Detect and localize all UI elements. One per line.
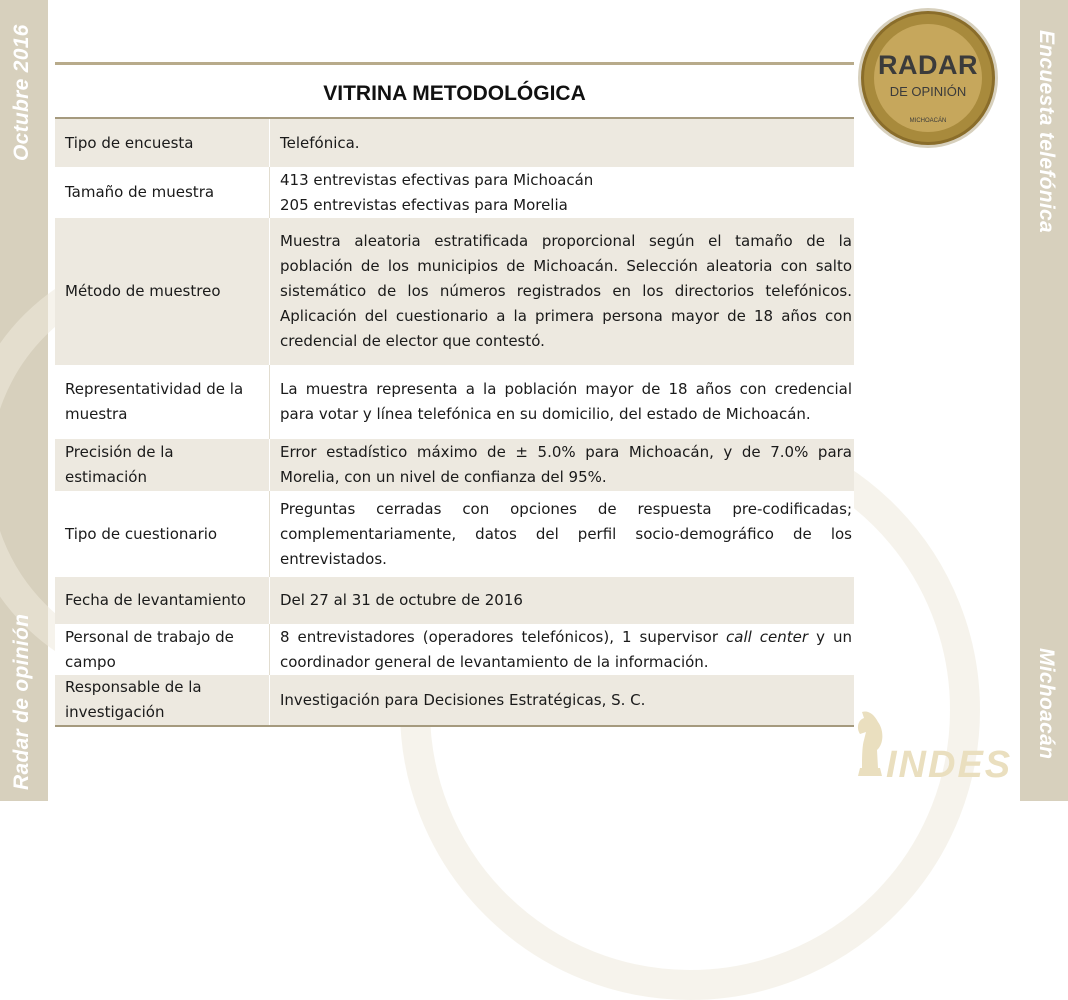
row-label: Tamaño de muestra (55, 167, 270, 218)
value-line: 413 entrevistas efectivas para Michoacán (280, 170, 594, 189)
value-line: 205 entrevistas efectivas para Morelia (280, 195, 568, 214)
row-value: Error estadístico máximo de ± 5.0% para Michoacán, y de 7.0% para Morelia, con un nivel de confianza del 95%. (270, 439, 855, 491)
badge-state: MICHOACÁN (909, 118, 947, 124)
page-title: VITRINA METODOLÓGICA (323, 82, 586, 105)
row-value: Preguntas cerradas con opciones de respuesta pre-codificadas; complementariamente, datos del perfil socio-demográfico de los entrevistados. (270, 491, 855, 577)
row-label: Fecha de levantamiento (55, 577, 270, 624)
region-side-label: Michoacán (1035, 648, 1058, 760)
table-row (55, 491, 854, 577)
row-label: Responsable de la investigación (55, 675, 270, 725)
row-value: La muestra representa a la población mayor de 18 años con credencial para votar y línea telefónica en su domicilio, del estado de Michoacán. (270, 365, 855, 439)
date-side-label: Octubre 2016 (10, 24, 33, 161)
value-part: 8 entrevistadores (operadores telefónicos), 1 supervisor (280, 627, 727, 646)
chess-knight-icon (850, 700, 890, 780)
badge-subtitle: DE OPINIÓN (889, 84, 967, 99)
table-row (55, 119, 854, 167)
table-row (55, 439, 854, 491)
indes-logo-text: INDES (886, 744, 1013, 786)
row-value: Telefónica. (270, 119, 855, 167)
row-label: Representatividad de la muestra (55, 365, 270, 439)
brand-side-label: Radar de opinión (10, 613, 33, 790)
row-label: Tipo de cuestionario (55, 491, 270, 577)
table-row (55, 624, 854, 675)
radar-de-opinion-badge (864, 14, 992, 142)
row-label: Precisión de la estimación (55, 439, 270, 491)
badge-title: RADAR (878, 50, 978, 80)
row-value (270, 624, 855, 675)
table-row (55, 675, 854, 725)
row-value (270, 167, 855, 218)
survey-type-side-label: Encuesta telefónica (1035, 30, 1058, 233)
value-part: y un coordinador general de levantamiento de la información. (280, 627, 852, 671)
indes-logo (850, 700, 1013, 786)
bottom-rule (55, 725, 854, 727)
table-row (55, 577, 854, 624)
table-row (55, 167, 854, 218)
row-value: Investigación para Decisiones Estratégicas, S. C. (270, 675, 855, 725)
table-row (55, 365, 854, 439)
table-row (55, 218, 854, 365)
row-label: Tipo de encuesta (55, 119, 270, 167)
value-part-italic: call center (726, 627, 809, 646)
row-value: Muestra aleatoria estratificada proporcional según el tamaño de la población de los municipios de Michoacán. Selección aleatoria con salto sistemático de los números registrados en los directorios telefónicos. Aplicación del cuestionario a la primera persona mayor de 18 años con credencial de elector que contestó. (270, 218, 855, 365)
methodology-table (55, 119, 854, 725)
methodology-panel (55, 62, 854, 727)
row-label: Método de muestreo (55, 218, 270, 365)
row-value: Del 27 al 31 de octubre de 2016 (270, 577, 855, 624)
row-label: Personal de trabajo de campo (55, 624, 270, 675)
